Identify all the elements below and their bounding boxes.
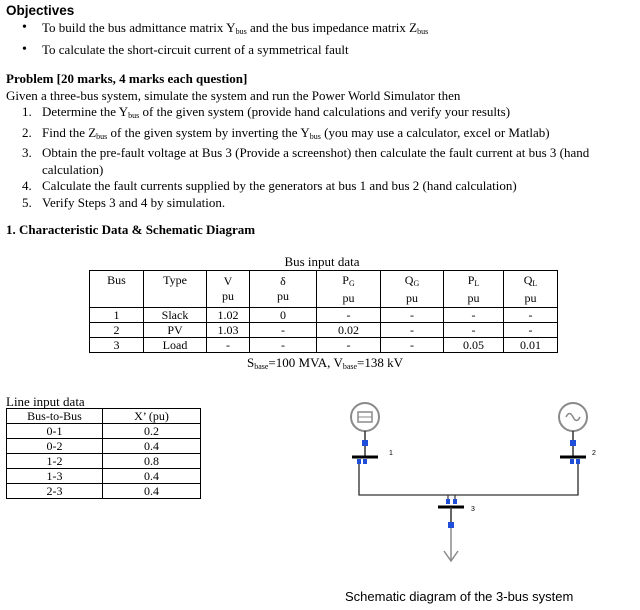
bus-table-header (90, 271, 558, 308)
header-ql: $Q_L$ pu (504, 271, 558, 308)
table-cell: - (444, 323, 504, 338)
question-item: 2. Find the $Z_{bus}$ of the given system by inverting the $Y_{bus}$ (you may use a calculator, excel or Matlab) (22, 124, 550, 141)
table-row (7, 439, 201, 454)
table-cell: - (381, 338, 444, 353)
load-breaker (448, 522, 454, 528)
generator-2-icon (559, 403, 587, 431)
header-delta: δ pu (250, 271, 317, 308)
table-cell: PV (144, 323, 207, 338)
line-input-table (6, 408, 201, 499)
table-cell: 1-2 (7, 454, 103, 469)
question-item: 1. Determine the $Y_{bus}$ of the given system (provide hand calculations and verify your results) (22, 104, 511, 120)
bus1-breaker-a (357, 459, 361, 464)
bus-2-label: 2 (592, 450, 596, 457)
table-cell: 0.05 (444, 338, 504, 353)
problem-heading: Problem [20 marks, 4 marks each question] (6, 71, 248, 86)
problem-intro: Given a three-bus system, simulate the system and run the Power World Simulator then (6, 88, 461, 103)
table-cell: 0.4 (103, 439, 201, 454)
table-row (7, 454, 201, 469)
table-cell: 1 (90, 308, 144, 323)
table-cell: - (317, 338, 381, 353)
table-cell: - (317, 308, 381, 323)
table-row (90, 338, 558, 353)
bus-3-label: 3 (471, 506, 475, 513)
table-cell: 0 (250, 308, 317, 323)
header-bus-to-bus: Bus-to-Bus (7, 409, 103, 424)
bus3-breaker-a (446, 499, 450, 504)
table-cell: 0.02 (317, 323, 381, 338)
header-bus: Bus (90, 271, 144, 308)
table-cell: - (504, 323, 558, 338)
objectives-list (22, 19, 428, 59)
table-cell: - (250, 338, 317, 353)
table-cell: 0.8 (103, 454, 201, 469)
bus-table-caption: Bus input data (284, 254, 360, 269)
gen1-breaker (362, 440, 368, 446)
section-heading: 1. Characteristic Data & Schematic Diagram (6, 222, 256, 237)
generator-1-icon (351, 403, 379, 431)
line-table-caption: Line input data (6, 394, 85, 409)
bus1-breaker-b (363, 459, 367, 464)
header-pl: $P_L$ pu (444, 271, 504, 308)
question-list (22, 104, 637, 212)
schematic-diagram (330, 395, 620, 575)
line-1-2 (359, 464, 578, 495)
line-table-header (7, 409, 201, 424)
table-row (90, 323, 558, 338)
table-cell: Load (144, 338, 207, 353)
base-values: $S_{base}=100$ MVA, $V_{base}=138$ kV (246, 355, 404, 371)
question-item: 5. Verify Steps 3 and 4 by simulation. (22, 194, 226, 210)
header-x-pu: X’ (pu) (103, 409, 201, 424)
header-qg: $Q_G$ pu (381, 271, 444, 308)
objective-item: • To build the bus admittance matrix $Y_{bus}$ and the bus impedance matrix $Z_{bus}$ (22, 19, 428, 41)
table-row (7, 484, 201, 499)
table-cell: - (250, 323, 317, 338)
table-cell: 0.01 (504, 338, 558, 353)
table-cell: 2 (90, 323, 144, 338)
bus2-breaker-b (576, 459, 580, 464)
question-item: 4. Calculate the fault currents supplied by the generators at bus 1 and bus 2 (hand calculation) (22, 178, 517, 194)
objective-item: • To calculate the short-circuit current of a symmetrical fault (22, 41, 428, 59)
table-cell: 0-1 (7, 424, 103, 439)
table-cell: 0.4 (103, 469, 201, 484)
table-cell: - (381, 323, 444, 338)
table-cell: 0-2 (7, 439, 103, 454)
table-cell: - (381, 308, 444, 323)
table-cell: 3 (90, 338, 144, 353)
header-v: V pu (207, 271, 250, 308)
bus-1-label: 1 (389, 450, 393, 457)
header-type: Type (144, 271, 207, 308)
table-cell: 1-3 (7, 469, 103, 484)
table-row (7, 424, 201, 439)
header-pg: $P_G$ pu (317, 271, 381, 308)
table-cell: - (207, 338, 250, 353)
table-row (90, 308, 558, 323)
bus2-breaker-a (570, 459, 574, 464)
table-row (7, 469, 201, 484)
question-item: 3. Obtain the pre-fault voltage at Bus 3 (Provide a screenshot) then calculate the fault current at bus 3 (hand calculation) (22, 145, 590, 177)
table-cell: 0.4 (103, 484, 201, 499)
bus3-breaker-b (453, 499, 457, 504)
table-cell: 1.02 (207, 308, 250, 323)
table-cell: - (504, 308, 558, 323)
bus-input-table (89, 270, 558, 353)
gen2-breaker (570, 440, 576, 446)
table-cell: Slack (144, 308, 207, 323)
schematic-caption: Schematic diagram of the 3-bus system (345, 589, 574, 604)
table-cell: 0.2 (103, 424, 201, 439)
table-cell: - (444, 308, 504, 323)
table-cell: 1.03 (207, 323, 250, 338)
objectives-heading: Objectives (6, 3, 75, 18)
table-cell: 2-3 (7, 484, 103, 499)
